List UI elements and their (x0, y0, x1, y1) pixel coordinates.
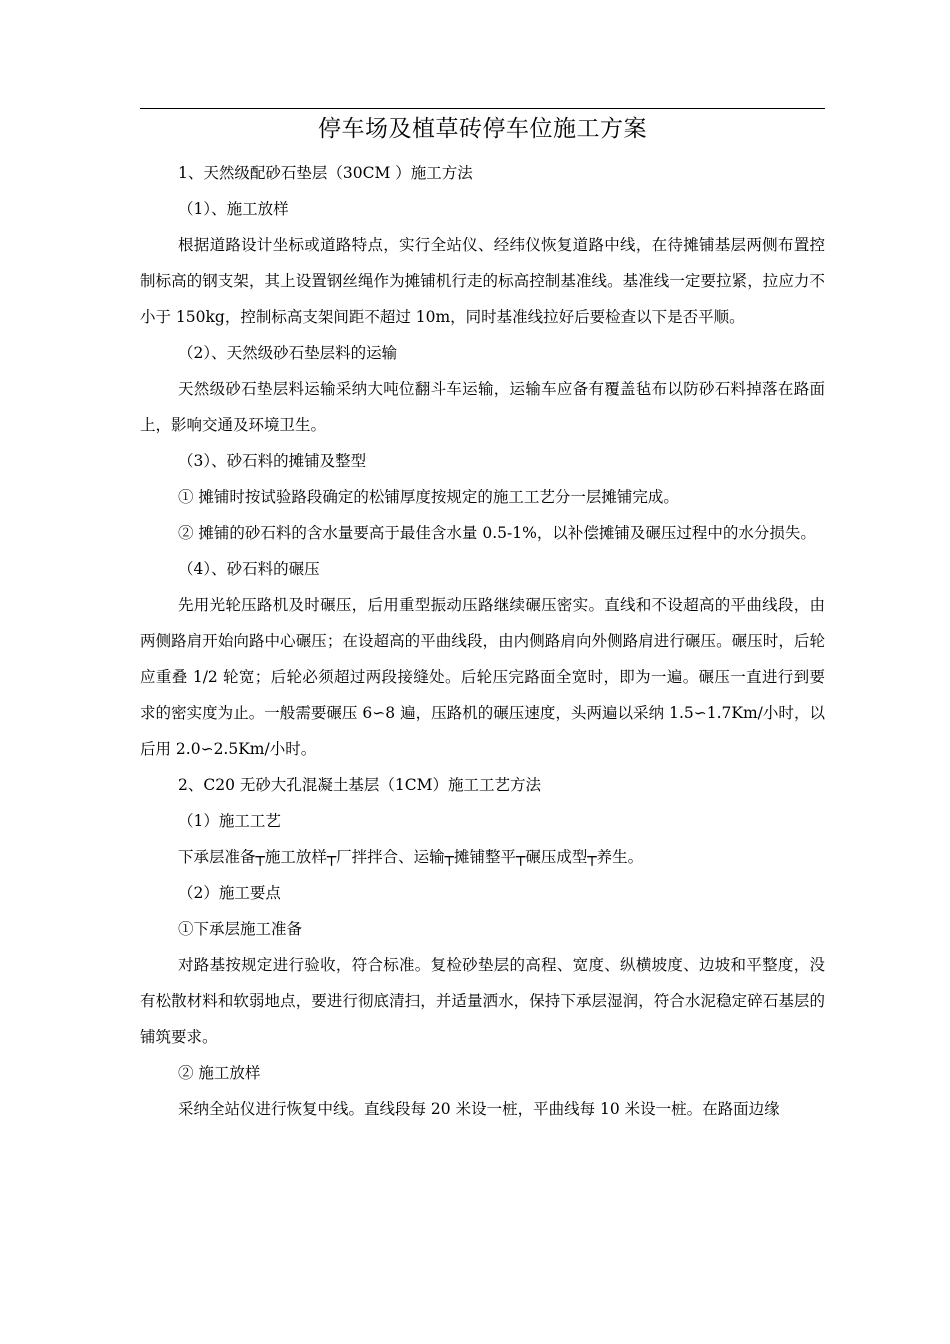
body-paragraph: 采纳全站仪进行恢复中线。直线段每 20 米设一桩，平曲线每 10 米设一桩。在路面边缘 (178, 1100, 780, 1118)
subsection-heading: （2）施工要点 (178, 884, 281, 902)
process-flow: 下承层准备┬施工放样┬厂拌拌合、运输┬摊铺整平┬碾压成型┬养生。 (178, 848, 644, 866)
subsection-heading: （1）、施工放样 (178, 200, 289, 218)
list-item: ① 摊铺时按试验路段确定的松铺厚度按规定的施工工艺分一层摊铺完成。 (178, 488, 679, 506)
subsection-heading: （2）、天然级砂石垫层料的运输 (178, 344, 398, 362)
body-paragraph: 先用光轮压路机及时碾压，后用重型振动压路继续碾压密实。直线和不设超高的平曲线段，由两侧路肩开始向路中心碾压；在设超高的平曲线段，由内侧路肩向外侧路肩进行碾压。碾压时，后轮应重叠 1/2 轮宽；后轮必须超过两段接缝处。后轮压完路面全宽时，即为一遍。碾压一直进行到要求的密实度为止。一般需要碾压 6∽8 遍，压路机的碾压速度，头两遍以采纳 1.5∽1.7Km/小时，以后用 2.0∽2.5Km/小时。 (140, 596, 825, 758)
subsection-heading: （1）施工工艺 (178, 812, 281, 830)
subsection-heading: （3）、砂石料的摊铺及整型 (178, 452, 367, 470)
body-paragraph: 根据道路设计坐标或道路特点，实行全站仪、经纬仪恢复道路中线，在待摊铺基层两侧布置控制标高的钢支架，其上设置钢丝绳作为摊铺机行走的标高控制基准线。基准线一定要拉紧，拉应力不小于 150kg，控制标高支架间距不超过 10m，同时基准线拉好后要检查以下是否平顺。 (140, 236, 825, 326)
list-item: ①下承层施工准备 (178, 920, 303, 938)
body-paragraph: 天然级砂石垫层料运输采纳大吨位翻斗车运输，运输车应备有覆盖毡布以防砂石料掉落在路面上，影响交通及环境卫生。 (140, 380, 825, 434)
body-paragraph: 对路基按规定进行验收，符合标准。复检砂垫层的高程、宽度、纵横坡度、边坡和平整度，没有松散材料和软弱地点，要进行彻底清扫，并适量洒水，保持下承层湿润，符合水泥稳定碎石基层的铺筑要求。 (140, 956, 825, 1046)
section-heading: 1、天然级配砂石垫层（30CM ）施工方法 (178, 164, 473, 182)
list-item: ② 摊铺的砂石料的含水量要高于最佳含水量 0.5-1%，以补偿摊铺及碾压过程中的水分损失。 (178, 524, 816, 542)
section-heading: 2、C20 无砂大孔混凝土基层（1CM）施工工艺方法 (178, 776, 541, 794)
list-item: ② 施工放样 (178, 1064, 261, 1082)
subsection-heading: （4）、砂石料的碾压 (178, 560, 320, 578)
document-title: 停车场及植草砖停车位施工方案 (318, 116, 647, 142)
document-body (140, 155, 825, 1127)
header-rule (140, 108, 825, 109)
